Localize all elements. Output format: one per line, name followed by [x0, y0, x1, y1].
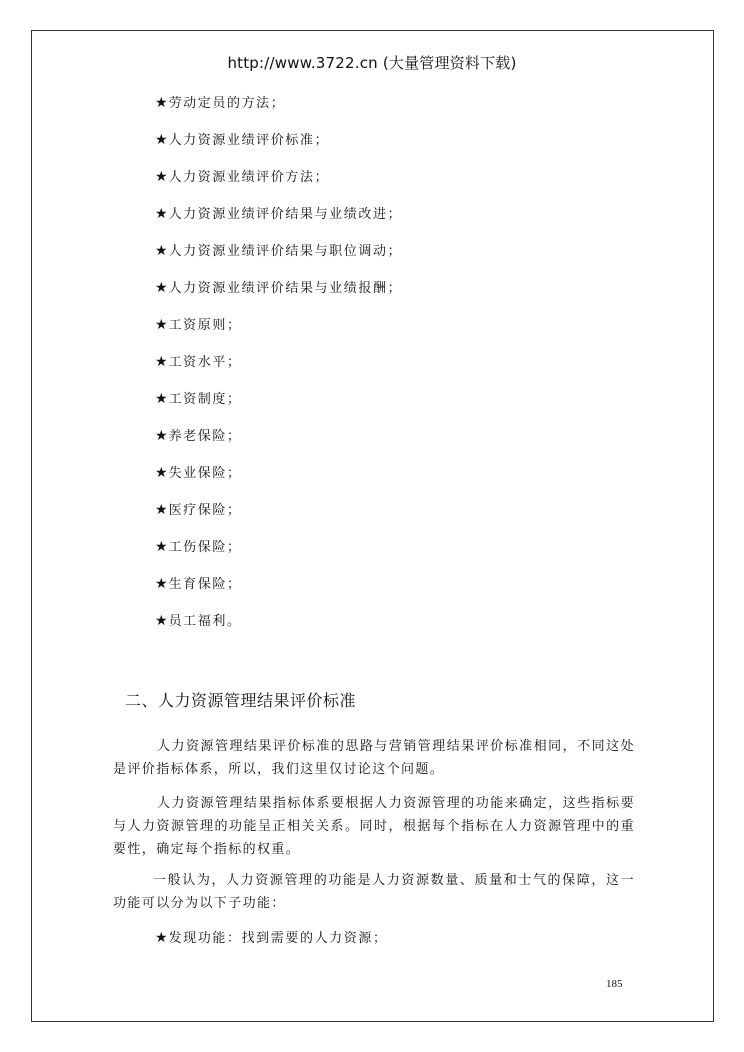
list-item-text: 工资制度；	[168, 392, 242, 407]
star-icon: ★	[155, 391, 168, 407]
list-item-text: 劳动定员的方法；	[168, 96, 286, 111]
list-item	[155, 240, 402, 259]
page-number: 185	[606, 978, 623, 990]
list-item-text: 发现功能：找到需要的人力资源；	[168, 931, 388, 946]
list-item	[155, 314, 242, 333]
star-icon: ★	[155, 502, 168, 518]
star-icon: ★	[155, 465, 168, 481]
list-item	[155, 203, 402, 222]
star-icon: ★	[155, 169, 168, 185]
list-item-text: 人力资源业绩评价结果与业绩报酬；	[168, 281, 403, 296]
star-icon: ★	[155, 576, 168, 592]
list-item	[155, 462, 242, 481]
paragraph: 人力资源管理结果评价标准的思路与营销管理结果评价标准相同，不同这处是评价指标体系，所以，我们这里仅讨论这个问题。	[113, 739, 635, 777]
star-icon: ★	[155, 539, 168, 555]
list-item-text: 员工福利。	[168, 614, 242, 629]
star-icon: ★	[155, 280, 168, 296]
star-icon: ★	[155, 428, 168, 444]
star-icon: ★	[155, 206, 168, 222]
list-item	[155, 573, 242, 592]
list-item	[155, 425, 242, 444]
list-item	[155, 129, 329, 148]
star-icon: ★	[155, 132, 168, 148]
list-item	[155, 388, 242, 407]
list-item-text: 人力资源业绩评价结果与职位调动；	[168, 244, 403, 259]
list-item-text: 人力资源业绩评价结果与业绩改进；	[168, 207, 403, 222]
list-item-text: 工伤保险；	[168, 540, 242, 555]
list-item-text: 失业保险；	[168, 466, 242, 481]
star-icon: ★	[155, 354, 168, 370]
header-url[interactable]: http://www.3722.cn (大量管理资料下载)	[227, 54, 517, 72]
paragraph: 一般认为，人力资源管理的功能是人力资源数量、质量和士气的保障，这一功能可以分为以下子功能：	[113, 873, 635, 911]
list-item	[155, 927, 388, 946]
list-item-text: 医疗保险；	[168, 503, 242, 518]
list-item-text: 工资原则；	[168, 318, 242, 333]
list-item	[155, 610, 242, 629]
paragraph: 人力资源管理结果指标体系要根据人力资源管理的功能来确定，这些指标要与人力资源管理的功能呈正相关关系。同时，根据每个指标在人力资源管理中的重要性，确定每个指标的权重。	[113, 796, 635, 857]
list-item	[155, 92, 285, 111]
star-icon: ★	[155, 243, 168, 259]
list-item	[155, 499, 242, 518]
star-icon: ★	[155, 95, 168, 111]
list-item-text: 生育保险；	[168, 577, 242, 592]
list-item	[155, 351, 242, 370]
star-icon: ★	[155, 317, 168, 333]
list-item	[155, 536, 242, 555]
star-icon: ★	[155, 613, 168, 629]
list-item	[155, 277, 402, 296]
list-item-text: 人力资源业绩评价方法；	[168, 170, 330, 185]
list-item-text: 养老保险；	[168, 429, 242, 444]
star-icon: ★	[155, 930, 168, 946]
list-item-text: 工资水平；	[168, 355, 242, 370]
section-heading: 二、人力资源管理结果评价标准	[125, 691, 357, 710]
list-item-text: 人力资源业绩评价标准；	[168, 133, 330, 148]
list-item	[155, 166, 329, 185]
